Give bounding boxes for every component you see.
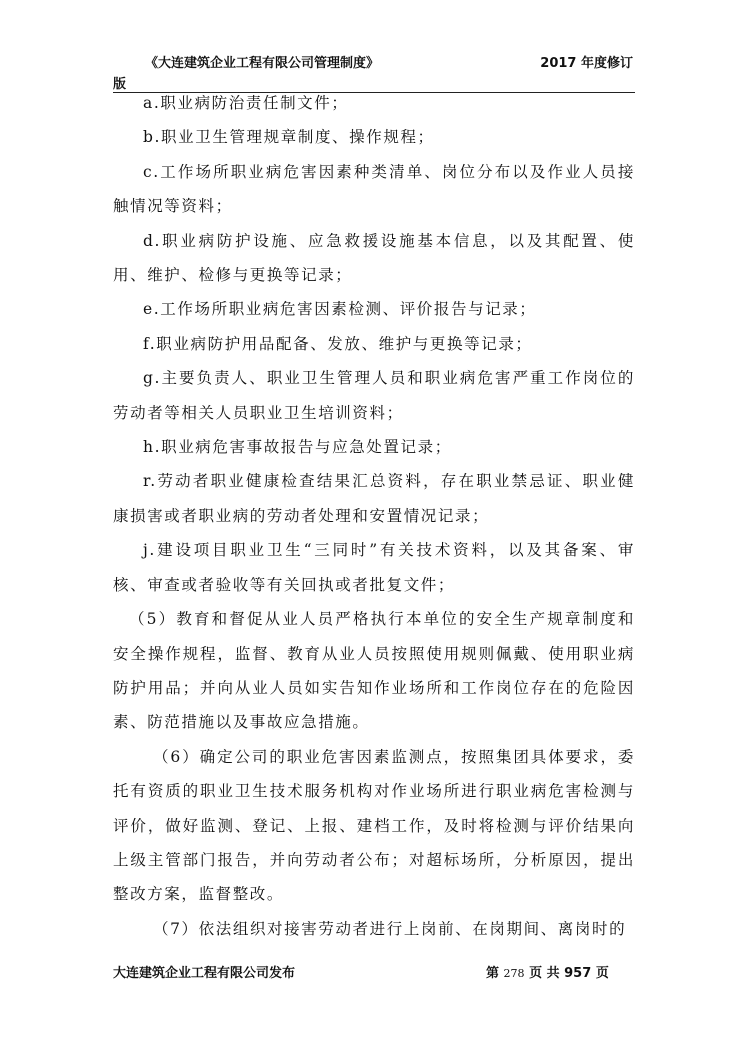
publisher-label: 大连建筑企业工程有限公司发布 <box>113 966 296 981</box>
document-title: 《大连建筑企业工程有限公司管理制度》 <box>145 56 380 71</box>
paragraph-5: （5）教育和督促从业人员严格执行本单位的安全生产规章制度和安全操作规程，监督、教育从业人员按照使用规则佩戴、使用职业病防护用品；并向从业人员如实告知作业场所和工作岗位存在的危险因素、防范措施以及事故应急措施。 <box>113 610 635 732</box>
page-current: 278 <box>503 967 525 980</box>
page-prefix: 第 <box>486 966 500 981</box>
list-item-d: d.职业病防护设施、应急救援设施基本信息，以及其配置、使用、维护、检修与更换等记录； <box>113 231 635 285</box>
list-item-b: b.职业卫生管理规章制度、操作规程； <box>143 128 435 147</box>
paragraph-7: （7）依法组织对接害劳动者进行上岗前、在岗期间、离岗时的 <box>153 919 627 938</box>
revision-label: 2017 年度修订 <box>540 56 633 71</box>
page-total: 957 <box>564 966 592 981</box>
list-item-c: c.工作场所职业病危害因素种类清单、岗位分布以及作业人员接触情况等资料； <box>113 162 635 216</box>
list-item-g: g.主要负责人、职业卫生管理人员和职业病危害严重工作岗位的劳动者等相关人员职业卫生培训资料； <box>113 369 635 422</box>
page-footer <box>113 962 635 984</box>
list-item-j: j.建设项目职业卫生“三同时”有关技术资料，以及其备案、审核、审查或者验收等有关回执或者批复文件； <box>113 541 635 594</box>
page-number <box>486 962 609 981</box>
list-item-h: h.职业病危害事故报告与应急处置记录； <box>143 438 452 457</box>
page-middle: 页 共 <box>529 966 560 981</box>
list-item-f: f.职业病防护用品配备、发放、维护与更换等记录； <box>143 334 533 353</box>
page-body <box>113 86 635 946</box>
revision-label-wrap: 版 <box>113 77 127 92</box>
paragraph-6: （6）确定公司的职业危害因素监测点，按照集团具体要求，委托有资质的职业卫生技术服务机构对作业场所进行职业病危害检测与评价，做好监测、登记、上报、建档工作，及时将检测与评价结果向上级主管部门报告，并向劳动者公布；对超标场所，分析原因，提出整改方案，监督整改。 <box>113 747 635 904</box>
list-item-a: a.职业病防治责任制文件； <box>143 94 349 112</box>
list-item-e: e.工作场所职业病危害因素检测、评价报告与记录； <box>143 300 537 319</box>
list-item-r: r.劳动者职业健康检查结果汇总资料，存在职业禁忌证、职业健康损害或者职业病的劳动者处理和安置情况记录； <box>113 472 635 525</box>
page-suffix: 页 <box>595 966 609 981</box>
